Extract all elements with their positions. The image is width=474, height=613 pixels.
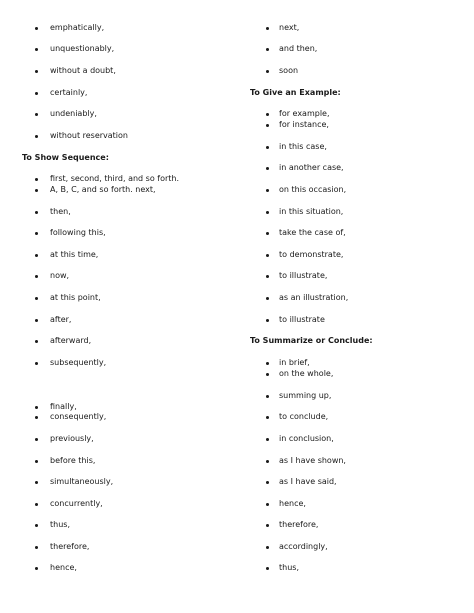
left-column: emphatically, unquestionably, without a doubt, certainly, undeniably, without reservation To Show Sequence: first, second, third, and so forth. A, B, C, and so forth. next, then, following this, at this time, now, at this point, after, afterward, subsequently, finally, consequently, previously, before this, simultaneously, concurrently, thus, therefore, hence,: [22, 23, 180, 572]
bullet-icon: [266, 373, 269, 376]
bullet-icon: [266, 254, 269, 257]
bullet-icon: [266, 524, 269, 527]
bullet-icon: [35, 524, 38, 527]
bullet-icon: [35, 340, 38, 343]
bullet-icon: [35, 232, 38, 235]
bullet-icon: [35, 211, 38, 214]
bullet-icon: [35, 460, 38, 463]
bullet-icon: [35, 503, 38, 506]
bullet-icon: [266, 362, 269, 365]
bullet-icon: [35, 178, 38, 181]
bullet-icon: [266, 546, 269, 549]
bullet-icon: [266, 70, 269, 73]
bullet-icon: [35, 362, 38, 365]
bullet-icon: [35, 275, 38, 278]
bullet-icon: [266, 481, 269, 484]
bullet-icon: [266, 503, 269, 506]
bullet-icon: [266, 167, 269, 170]
bullet-icon: [266, 416, 269, 419]
bullet-icon: [266, 438, 269, 441]
bullet-icon: [35, 406, 38, 409]
bullet-icon: [266, 146, 269, 149]
bullet-icon: [35, 567, 38, 570]
section-heading: To Give an Example:: [250, 88, 341, 97]
bullet-icon: [35, 48, 38, 51]
bullet-icon: [35, 438, 38, 441]
bullet-icon: [266, 395, 269, 398]
right-column: next, and then, soon To Give an Example: for example, for instance, in this case, in another case, on this occasion, in this situation, take the case of, to demonstrate, to illustrate, as an illustration, to illustrate To Summarize or Conclude: in brief, on the whole, summing up, to conclude, in conclusion, as I have shown, as I have said, hence, therefore, accordingly, thus,: [250, 23, 373, 572]
bullet-icon: [266, 319, 269, 322]
bullet-icon: [35, 189, 38, 192]
bullet-icon: [266, 232, 269, 235]
section-heading: To Summarize or Conclude:: [250, 336, 373, 345]
bullet-icon: [266, 124, 269, 127]
bullet-icon: [266, 48, 269, 51]
bullet-icon: [35, 416, 38, 419]
bullet-icon: [35, 319, 38, 322]
bullet-icon: [266, 460, 269, 463]
bullet-icon: [266, 27, 269, 30]
bullet-icon: [266, 189, 269, 192]
bullet-icon: [35, 481, 38, 484]
bullet-icon: [266, 275, 269, 278]
bullet-icon: [266, 211, 269, 214]
bullet-icon: [35, 113, 38, 116]
bullet-icon: [266, 567, 269, 570]
bullet-icon: [35, 254, 38, 257]
bullet-icon: [35, 27, 38, 30]
bullet-icon: [266, 113, 269, 116]
bullet-icon: [35, 135, 38, 138]
section-heading: To Show Sequence:: [22, 153, 109, 162]
bullet-icon: [266, 297, 269, 300]
bullet-icon: [35, 546, 38, 549]
bullet-icon: [35, 70, 38, 73]
bullet-icon: [35, 297, 38, 300]
bullet-icon: [35, 92, 38, 95]
